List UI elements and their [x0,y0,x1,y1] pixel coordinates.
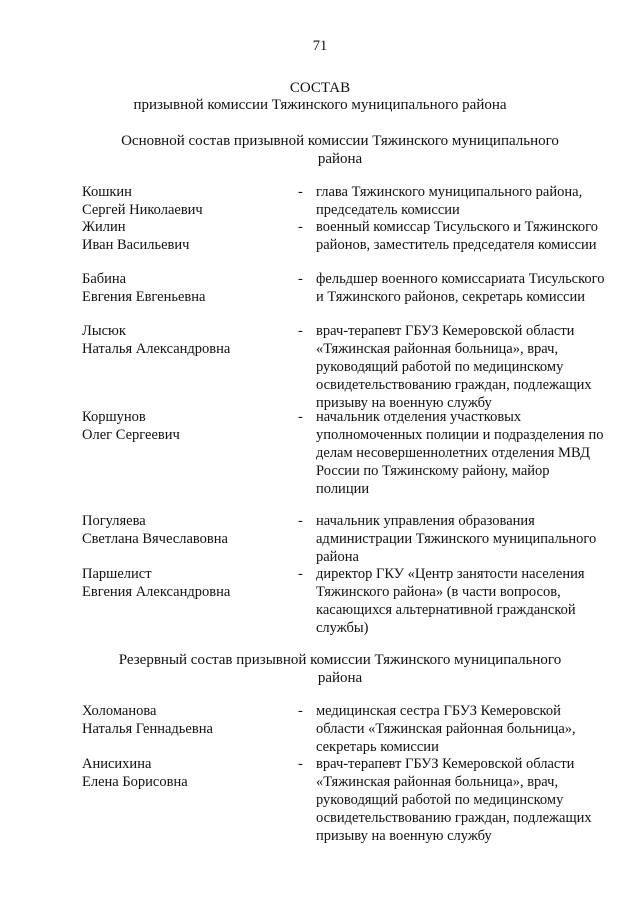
member-role: директор ГКУ «Центр занятости населения Тяжинского района» (в части вопросов, касающихся альтернативной гражданской службы) [316,566,585,636]
member-given-names: Наталья Геннадьевна [82,721,213,737]
member-dash: - [298,323,303,339]
member-surname: Погуляева [82,513,146,529]
member-surname: Кошкин [82,184,132,200]
member-surname: Лысюк [82,323,126,339]
member-dash: - [298,756,303,772]
member-name [82,322,292,358]
document-title: СОСТАВ [289,80,351,96]
member-name [82,183,292,219]
member-name [82,565,292,601]
member-name [82,408,292,444]
main-section-heading: Основной состав призывной комиссии Тяжинского муниципального района [121,133,559,167]
member-dash: - [298,513,303,529]
member-name [82,218,292,254]
member-surname: Жилин [82,219,126,235]
member-given-names: Иван Васильевич [82,237,190,253]
reserve-section-heading: Резервный состав призывной комиссии Тяжинского муниципального района [118,652,562,686]
member-given-names: Евгения Александровна [82,584,231,600]
member-given-names: Евгения Евгеньевна [82,289,206,305]
member-dash: - [298,703,303,719]
member-surname: Коршунов [82,409,146,425]
member-name [82,755,292,791]
member-surname: Паршелист [82,566,152,582]
member-surname: Холоманова [82,703,157,719]
member-role: начальник отделения участковых уполномоченных полиции и подразделения по делам несовершеннолетних отделения МВД России по Тяжинскому району, майор полиции [316,409,604,497]
member-dash: - [298,271,303,287]
member-dash: - [298,184,303,200]
member-given-names: Светлана Вячеславовна [82,531,228,547]
member-role: медицинская сестра ГБУЗ Кемеровской области «Тяжинская районная больница», секретарь комиссии [316,703,576,755]
member-dash: - [298,219,303,235]
member-role: глава Тяжинского муниципального района, председатель комиссии [316,184,583,218]
member-given-names: Наталья Александровна [82,341,231,357]
member-role: военный комиссар Тисульского и Тяжинского районов, заместитель председателя комиссии [316,219,598,253]
member-surname: Анисихина [82,756,152,772]
member-surname: Бабина [82,271,127,287]
member-name [82,702,292,738]
page-number: 71 [312,38,328,54]
member-given-names: Сергей Николаевич [82,202,203,218]
member-role: начальник управления образования администрации Тяжинского муниципального района [316,513,597,565]
member-role: врач-терапевт ГБУЗ Кемеровской области «Тяжинская районная больница», врач, руководящий работой по медицинскому освидетельствованию граждан, подлежащих призыву на военную службу [316,756,592,844]
member-given-names: Елена Борисовна [82,774,188,790]
member-dash: - [298,566,303,582]
member-role: врач-терапевт ГБУЗ Кемеровской области «Тяжинская районная больница», врач, руководящий работой по медицинскому освидетельствованию граждан, подлежащих призыву на военную службу [316,323,592,411]
member-role: фельдшер военного комиссариата Тисульского и Тяжинского районов, секретарь комиссии [316,271,605,305]
member-name [82,512,292,548]
member-name [82,270,292,306]
member-given-names: Олег Сергеевич [82,427,180,443]
document-subtitle: призывной комиссии Тяжинского муниципального района [133,97,507,113]
member-dash: - [298,409,303,425]
